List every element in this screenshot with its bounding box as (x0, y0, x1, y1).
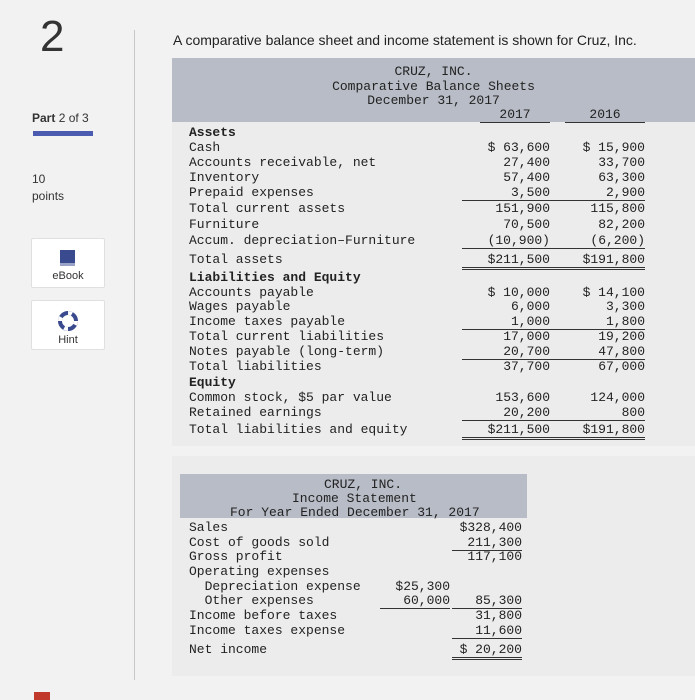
is-inner-value: $25,300 (395, 579, 450, 594)
question-prompt: A comparative balance sheet and income statement is shown for Cruz, Inc. (173, 32, 637, 48)
balance-sheet-image (172, 58, 695, 446)
bs-row-label: Wages payable (189, 299, 291, 314)
bs-row-label: Income taxes payable (189, 314, 346, 329)
bs-value-2016: 115,800 (590, 201, 645, 216)
bs-value-2017: 57,400 (503, 170, 550, 185)
question-number: 2 (40, 12, 65, 61)
bs-value-2017: 3,500 (462, 186, 550, 201)
points-value: 10 (32, 172, 46, 186)
is-row-label: Cost of goods sold (189, 535, 330, 550)
is-row-label: Operating expenses (189, 564, 330, 579)
bs-title: Comparative Balance Sheets (332, 79, 535, 94)
bs-value-2016: 19,200 (598, 329, 645, 344)
bs-value-2017: 27,400 (503, 155, 550, 170)
is-outer-value: 117,100 (467, 549, 522, 564)
is-row-label: Income taxes expense (189, 623, 346, 638)
hint-button[interactable] (31, 300, 105, 350)
bs-row-label: Total liabilities and equity (189, 422, 408, 437)
bs-value-2016: 800 (550, 406, 645, 421)
is-outer-value: 85,300 (452, 594, 522, 609)
sidebar-divider (134, 30, 135, 680)
part-value: 2 of 3 (58, 111, 89, 125)
bs-value-2017: 20,700 (462, 345, 550, 360)
bs-row-label: Equity (189, 375, 236, 390)
bs-row-label: Furniture (189, 217, 260, 232)
is-row-label: Sales (189, 520, 229, 535)
hint-label: Hint (58, 334, 78, 346)
is-row-label: Income before taxes (189, 608, 338, 623)
bs-value-2016: 33,700 (598, 155, 645, 170)
bs-row-label: Cash (189, 140, 221, 155)
bs-company: CRUZ, INC. (394, 64, 473, 79)
bs-value-2016: 67,000 (598, 359, 645, 374)
bs-value-2017: 153,600 (495, 390, 550, 405)
is-outer-value: 31,800 (475, 608, 522, 623)
income-statement-image (172, 456, 695, 676)
is-inner-value: 60,000 (380, 594, 450, 609)
bs-row-label: Notes payable (long-term) (189, 344, 385, 359)
is-outer-value: 11,600 (452, 624, 522, 639)
ebook-button[interactable] (31, 238, 105, 288)
bs-value-2017: 20,200 (462, 406, 550, 421)
bs-value-2016: 1,800 (550, 315, 645, 330)
bs-row-label: Prepaid expenses (189, 185, 314, 200)
part-indicator (32, 111, 89, 125)
question-content (150, 0, 695, 700)
bs-value-2016: $ 15,900 (582, 140, 645, 155)
bs-value-2016: $ 14,100 (582, 285, 645, 300)
bs-value-2017: 6,000 (510, 299, 550, 314)
bs-value-2016: 82,200 (598, 217, 645, 232)
bs-value-2017: $211,500 (462, 423, 550, 440)
points-label: points (32, 189, 65, 203)
bs-value-2016: 47,800 (550, 345, 645, 360)
is-company: CRUZ, INC. (324, 477, 403, 492)
part-progress-bar (33, 131, 93, 136)
is-outer-value: 211,300 (452, 536, 522, 551)
bs-value-2017: 70,500 (503, 217, 550, 232)
ebook-label: eBook (52, 270, 84, 282)
bs-row-label: Accounts payable (189, 285, 314, 300)
bs-date: December 31, 2017 (367, 93, 500, 108)
is-title: Income Statement (292, 491, 417, 506)
bs-value-2017: 1,000 (462, 315, 550, 330)
is-row-label: Other expenses (189, 593, 314, 608)
bs-value-2017: 151,900 (495, 201, 550, 216)
bs-value-2016: 63,300 (598, 170, 645, 185)
part-label: Part (32, 111, 56, 125)
bs-col-2017: 2017 (480, 108, 550, 123)
bs-value-2017: (10,900) (462, 234, 550, 249)
bs-col-2016: 2016 (565, 108, 645, 123)
bs-row-label: Liabilities and Equity (189, 270, 361, 285)
bs-row-label: Retained earnings (189, 405, 322, 420)
bs-row-label: Accum. depreciation–Furniture (189, 233, 416, 248)
bs-row-label: Inventory (189, 170, 260, 185)
bs-row-label: Accounts receivable, net (189, 155, 377, 170)
bs-value-2017: $ 63,600 (487, 140, 550, 155)
question-sidebar (0, 0, 135, 700)
lifebuoy-icon (58, 311, 78, 331)
book-icon (58, 249, 78, 267)
bs-value-2016: $191,800 (550, 253, 645, 270)
bs-value-2017: $ 10,000 (487, 285, 550, 300)
bs-row-label: Total assets (189, 252, 283, 267)
bs-value-2017: 37,700 (503, 359, 550, 374)
bs-value-2016: $191,800 (550, 423, 645, 440)
bs-row-label: Assets (189, 125, 236, 140)
is-outer-value: $328,400 (459, 520, 522, 535)
bs-row-label: Total current assets (189, 201, 346, 216)
bs-value-2016: 2,900 (550, 186, 645, 201)
bs-row-label: Common stock, $5 par value (189, 390, 392, 405)
bs-value-2017: 17,000 (503, 329, 550, 344)
is-row-label: Net income (189, 642, 268, 657)
bs-value-2016: 124,000 (590, 390, 645, 405)
is-outer-value: $ 20,200 (452, 643, 522, 660)
is-period: For Year Ended December 31, 2017 (230, 505, 480, 520)
bs-value-2016: 3,300 (605, 299, 645, 314)
bs-row-label: Total current liabilities (189, 329, 385, 344)
is-row-label: Depreciation expense (189, 579, 361, 594)
footer-logo-fragment (34, 692, 50, 700)
bs-value-2017: $211,500 (462, 253, 550, 270)
is-row-label: Gross profit (189, 549, 283, 564)
bs-value-2016: (6,200) (550, 234, 645, 249)
bs-row-label: Total liabilities (189, 359, 322, 374)
